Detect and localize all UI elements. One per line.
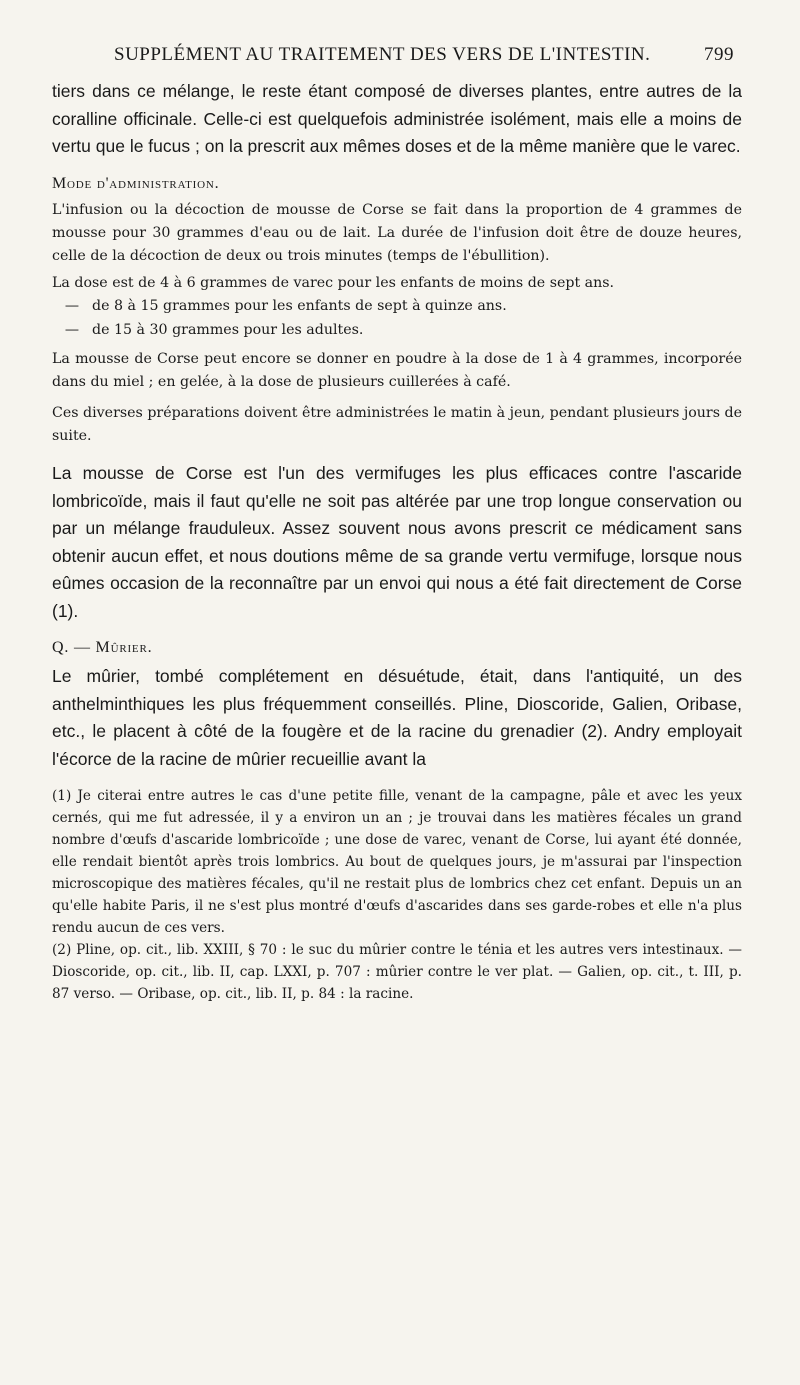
running-head [52,44,742,78]
paragraph-preparations: Ces diverses préparations doivent être administrées le matin à jeun, pendant plusieurs jours de suite. [52,405,742,444]
page-number: 799 [704,44,734,65]
footnote-2: (2) Pline, op. cit., lib. XXIII, § 70 : le suc du mûrier contre le ténia et les autres vers intestinaux. — Dioscoride, op. cit., lib. II, cap. LXXI, p. 707 : mûrier contre le ver plat. — Galien, op. cit., t. III, p. 87 verso. — Oribase, op. cit., lib. II, p. 84 : la racine. [52,942,742,1002]
dose-line-older-children: — de 8 à 15 grammes pour les enfants de sept à quinze ans. [64,298,507,314]
running-title: SUPPLÉMENT AU TRAITEMENT DES VERS DE L'INTESTIN. [114,44,651,65]
footnotes [52,785,742,1005]
book-page [52,44,742,1005]
dose-list [52,272,742,343]
footnote-1: (1) Je citerai entre autres le cas d'une petite fille, venant de la campagne, pâle et avec les yeux cernés, qui me fut adressée, il y a environ un an ; je trouvai dans les matières fécales un grand nombre d'œufs d'ascaride lombricoïde ; une dose de varec, venant de Corse, lui ayant été donnée, elle rendait bientôt après trois lombrics. Au bout de quelques jours, je m'assurai par l'inspection microscopique des matières fécales, qu'il ne restait plus de lombrics chez cet enfant. Depuis un an qu'elle habite Paris, il ne s'est plus montré d'œufs d'ascarides dans ses garde-robes et elle n'a plus rendu aucun de ces vers. [52,788,742,936]
paragraph-powder: La mousse de Corse peut encore se donner en poudre à la dose de 1 à 4 grammes, incorporée dans du miel ; en gelée, à la dose de plusieurs cuillerées à café. [52,351,742,390]
paragraph-infusion: L'infusion ou la décoction de mousse de Corse se fait dans la proportion de 4 grammes de mousse pour 30 grammes d'eau ou de lait. La durée de l'infusion doit être de douze heures, celle de la décoction de deux ou trois minutes (temps de l'ébullition). [52,201,742,264]
paragraph-coralline: tiers dans ce mélange, le reste étant composé de diverses plantes, entre autres de la coralline officinale. Celle-ci est quelquefois administrée isolément, mais elle a moins de vertu que le fucus ; on la prescrit aux mêmes doses et de la même manière que le varec. [52,81,742,156]
section-heading-mode: Mode d'administration. [52,174,220,192]
section-heading-murier: Q. — Mûrier. [52,639,153,656]
dose-line-children: La dose est de 4 à 6 grammes de varec pour les enfants de moins de sept ans. [52,274,615,291]
dose-line-adults: — de 15 à 30 grammes pour les adultes. [64,321,364,338]
paragraph-efficacy: La mousse de Corse est l'un des vermifuges les plus efficaces contre l'ascaride lombricoïde, mais il faut qu'elle ne soit pas altérée par une trop longue conservation ou par un mélange frauduleux. Assez souvent nous avons prescrit ce médicament sans obtenir aucun effet, et nous doutions même de sa grande vertu vermifuge, lorsque nous eûmes occasion de la reconnaître par un envoi qui nous a été fait directement de Corse (1). [52,463,742,621]
paragraph-murier: Le mûrier, tombé complétement en désuétude, était, dans l'antiquité, un des anthelminthiques les plus fréquemment conseillés. Pline, Dioscoride, Galien, Oribase, etc., le placent à côté de la fougère et de la racine du grenadier (2). Andry employait l'écorce de la racine de mûrier recueillie avant la [52,666,742,769]
